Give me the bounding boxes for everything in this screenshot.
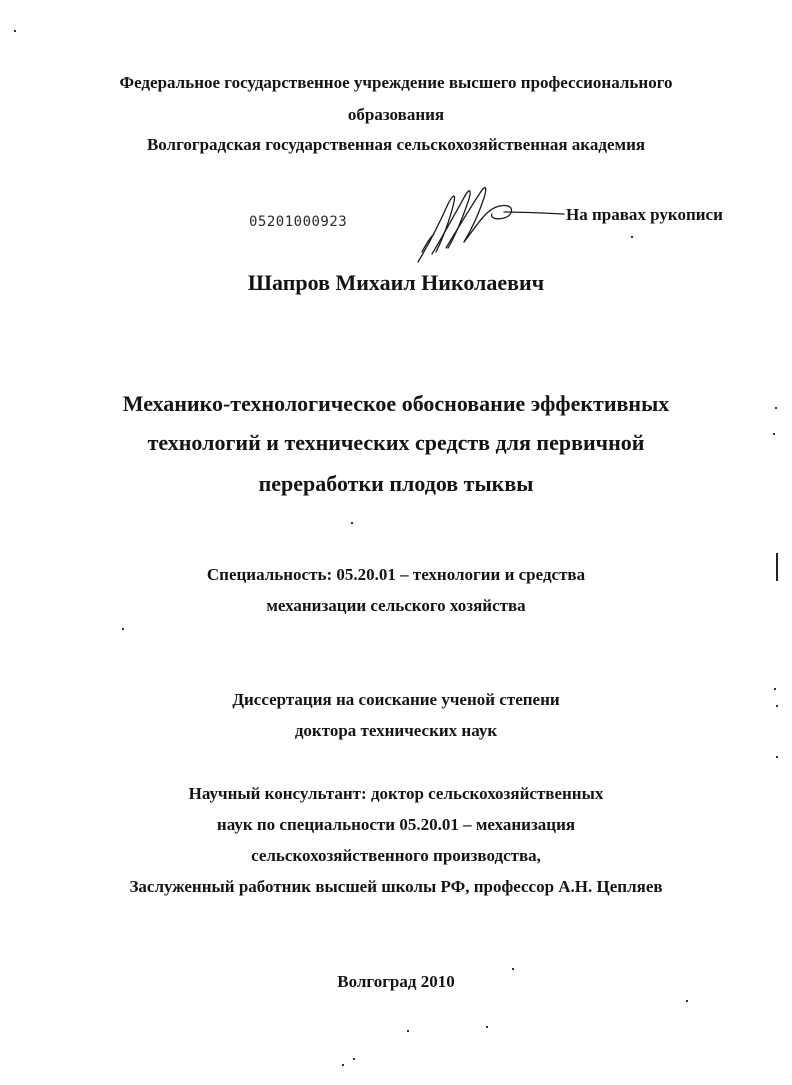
scan-speck — [774, 688, 776, 690]
scan-speck — [486, 1026, 488, 1028]
consultant-line-3: сельскохозяйственного производства, — [251, 846, 541, 865]
thesis-title-line-3: переработки плодов тыквы — [258, 471, 534, 496]
author-name: Шапров Михаил Николаевич — [247, 270, 545, 295]
consultant-line-4: Заслуженный работник высшей школы РФ, профессор А.Н. Цепляев — [129, 877, 663, 896]
city-and-year: Волгоград 2010 — [337, 972, 455, 991]
consultant-line-1: Научный консультант: доктор сельскохозяйственных — [188, 784, 604, 803]
specialty-line-1: Специальность: 05.20.01 – технологии и средства — [206, 565, 586, 584]
specialty-line-2: механизации сельского хозяйства — [266, 596, 526, 615]
degree-line-1: Диссертация на соискание ученой степени — [232, 690, 560, 709]
thesis-title-line-2: технологий и технических средств для первичной — [147, 430, 645, 455]
scan-speck — [353, 1058, 355, 1060]
scan-speck — [686, 1000, 688, 1002]
manuscript-rights-label: На правах рукописи — [566, 205, 723, 224]
scan-speck — [342, 1064, 344, 1066]
scan-speck — [631, 236, 633, 238]
degree-line-2: доктора технических наук — [294, 721, 498, 740]
scan-speck — [407, 1030, 409, 1032]
institution-line-1: Федеральное государственное учреждение высшего профессионального — [119, 73, 673, 92]
scan-speck — [775, 407, 777, 409]
consultant-line-2: наук по специальности 05.20.01 – механизация — [216, 815, 576, 834]
institution-line-2: образования — [347, 105, 445, 124]
scan-speck — [122, 628, 124, 630]
inventory-stamp-number: 05201000923 — [249, 214, 348, 230]
academy-name: Волгоградская государственная сельскохозяйственная академия — [146, 135, 646, 154]
scan-speck — [512, 968, 514, 970]
scan-speck — [776, 756, 778, 758]
scan-speck — [14, 30, 16, 32]
scan-speck — [351, 522, 353, 524]
handwritten-signature — [412, 182, 572, 267]
scan-speck — [773, 433, 775, 435]
scan-speck — [776, 705, 778, 707]
scan-edge-mark — [776, 553, 778, 581]
thesis-title-line-1: Механико-технологическое обоснование эффективных — [122, 391, 670, 416]
